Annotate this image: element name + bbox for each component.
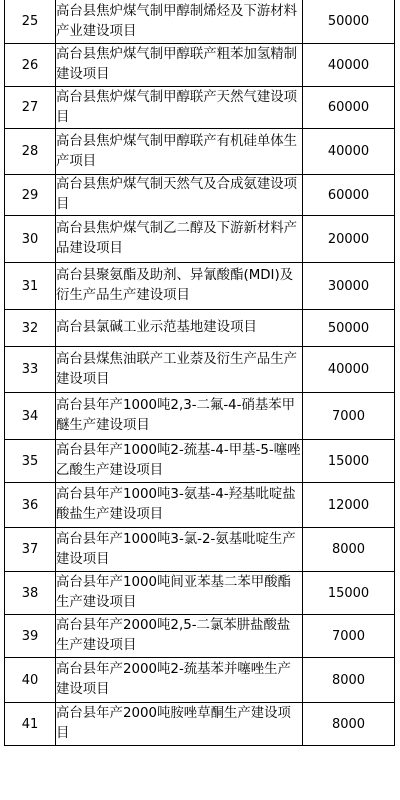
table-row — [5, 703, 395, 746]
project-name: 高台县年产1000吨3-氯-2-氨基吡啶生产建设项目 — [56, 528, 303, 572]
investment-amount: 8000 — [303, 658, 395, 703]
table-row — [5, 129, 395, 175]
table-row — [5, 347, 395, 393]
project-name: 高台县焦炉煤气制甲醇联产有机硅单体生产项目 — [56, 129, 303, 175]
table-row — [5, 310, 395, 347]
project-table — [4, 0, 395, 746]
table-row — [5, 528, 395, 572]
table-row — [5, 440, 395, 483]
investment-amount: 12000 — [303, 483, 395, 528]
project-name: 高台县氯碱工业示范基地建设项目 — [56, 310, 303, 347]
table-row — [5, 175, 395, 216]
investment-amount: 15000 — [303, 440, 395, 483]
row-number: 37 — [5, 528, 56, 572]
row-number: 31 — [5, 263, 56, 310]
row-number: 32 — [5, 310, 56, 347]
row-number: 25 — [5, 0, 56, 44]
project-name: 高台县焦炉煤气制甲醇联产粗苯加氢精制建设项目 — [56, 44, 303, 87]
row-number: 40 — [5, 658, 56, 703]
investment-amount: 60000 — [303, 175, 395, 216]
investment-amount: 40000 — [303, 129, 395, 175]
table-row — [5, 216, 395, 263]
investment-amount: 60000 — [303, 87, 395, 129]
table-row — [5, 572, 395, 615]
row-number: 36 — [5, 483, 56, 528]
project-name: 高台县焦炉煤气制甲醇联产天然气建设项目 — [56, 87, 303, 129]
investment-amount: 40000 — [303, 44, 395, 87]
row-number: 41 — [5, 703, 56, 746]
investment-amount: 50000 — [303, 0, 395, 44]
investment-amount: 50000 — [303, 310, 395, 347]
project-name: 高台县焦炉煤气制甲醇制烯烃及下游材料产业建设项目 — [56, 0, 303, 44]
investment-amount: 40000 — [303, 347, 395, 393]
project-name: 高台县年产1000吨间亚苯基二苯甲酸酯生产建设项目 — [56, 572, 303, 615]
row-number: 39 — [5, 615, 56, 658]
project-name: 高台县年产2000吨2-巯基苯并噻唑生产建设项目 — [56, 658, 303, 703]
row-number: 34 — [5, 393, 56, 440]
project-name: 高台县年产1000吨2,3-二氟-4-硝基苯甲醚生产建设项目 — [56, 393, 303, 440]
project-name: 高台县煤焦油联产工业萘及衍生产品生产建设项目 — [56, 347, 303, 393]
project-name: 高台县聚氨酯及助剂、异氰酸酯(MDI)及衍生产品生产建设项目 — [56, 263, 303, 310]
row-number: 38 — [5, 572, 56, 615]
project-name: 高台县焦炉煤气制天然气及合成氨建设项目 — [56, 175, 303, 216]
investment-amount: 7000 — [303, 615, 395, 658]
row-number: 29 — [5, 175, 56, 216]
investment-amount: 8000 — [303, 528, 395, 572]
table-row — [5, 658, 395, 703]
project-name: 高台县年产2000吨2,5-二氯苯肼盐酸盐生产建设项目 — [56, 615, 303, 658]
investment-amount: 8000 — [303, 703, 395, 746]
row-number: 27 — [5, 87, 56, 129]
row-number: 33 — [5, 347, 56, 393]
table-row — [5, 87, 395, 129]
investment-amount: 20000 — [303, 216, 395, 263]
row-number: 30 — [5, 216, 56, 263]
project-name: 高台县焦炉煤气制乙二醇及下游新材料产品建设项目 — [56, 216, 303, 263]
project-name: 高台县年产2000吨胺唑草酮生产建设项目 — [56, 703, 303, 746]
table-row — [5, 393, 395, 440]
investment-amount: 30000 — [303, 263, 395, 310]
table-row — [5, 615, 395, 658]
table-row — [5, 483, 395, 528]
table-row — [5, 263, 395, 310]
project-name: 高台县年产1000吨2-巯基-4-甲基-5-噻唑乙酸生产建设项目 — [56, 440, 303, 483]
project-table-body — [5, 0, 395, 746]
table-row — [5, 44, 395, 87]
row-number: 35 — [5, 440, 56, 483]
row-number: 28 — [5, 129, 56, 175]
investment-amount: 15000 — [303, 572, 395, 615]
project-name: 高台县年产1000吨3-氨基-4-羟基吡啶盐酸盐生产建设项目 — [56, 483, 303, 528]
investment-amount: 7000 — [303, 393, 395, 440]
row-number: 26 — [5, 44, 56, 87]
table-row — [5, 0, 395, 44]
